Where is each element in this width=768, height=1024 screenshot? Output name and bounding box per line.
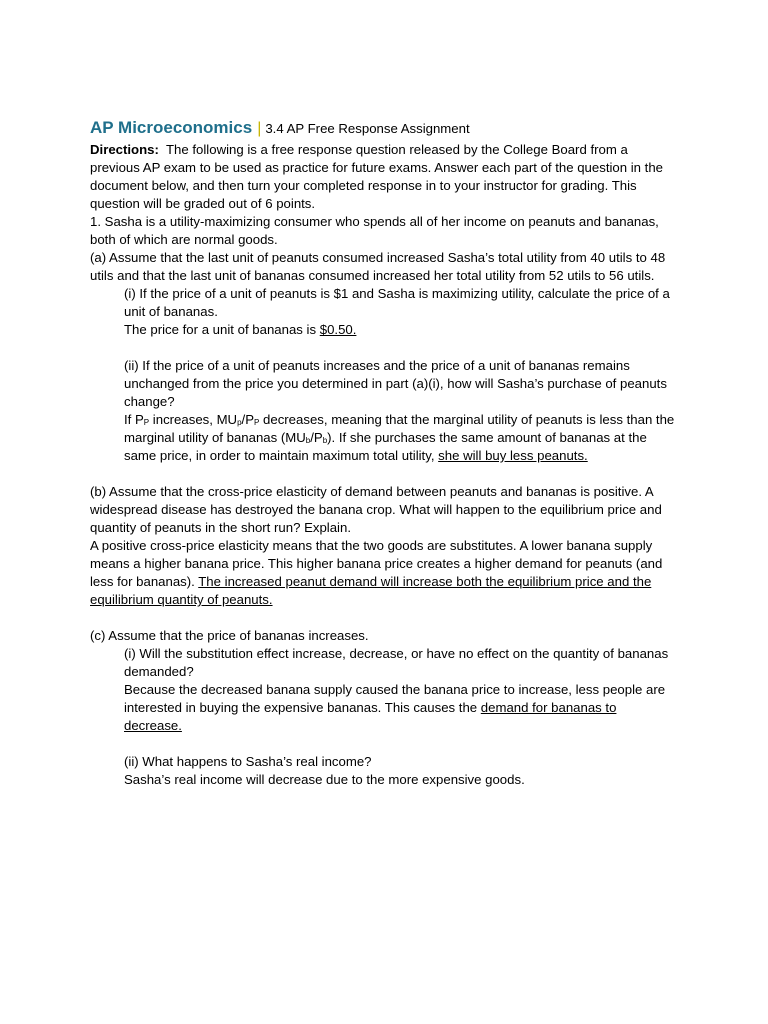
part-a-i-answer-value: $0.50. [319, 322, 357, 337]
directions-label: Directions: [90, 142, 159, 157]
answer-text: If P [124, 412, 144, 427]
spacer [90, 735, 676, 753]
part-a-prompt: (a) Assume that the last unit of peanuts consumed increased Sasha’s total utility from 40 utils to 48 utils and that the last unit of bananas consumed increased her total utility from 52 utils to 56 utils. [90, 250, 666, 283]
part-c-ii-question: (ii) What happens to Sasha’s real income? [124, 754, 372, 769]
spacer [90, 609, 676, 627]
subscript: P [143, 418, 150, 427]
part-a-i-answer-text: The price for a unit of bananas is [124, 322, 320, 337]
part-b-answer-conclusion: The increased peanut demand will increase both the equilibrium price and the equilibrium quantity of peanuts. [90, 574, 652, 607]
part-c-prompt: (c) Assume that the price of bananas increases. [90, 628, 369, 643]
part-b-answer [90, 537, 676, 609]
subscript: b [322, 436, 328, 445]
directions-text: The following is a free response question released by the College Board from a previous AP exam to be used as practice for future exams. Answer each part of the question in the document below, and then turn your completed response in to your instructor for grading. This question will be graded out of 6 points. [90, 142, 664, 211]
subscript: b [305, 436, 311, 445]
part-a-ii-answer [124, 411, 676, 465]
part-c-ii-answer: Sasha’s real income will decrease due to the more expensive goods. [124, 772, 525, 787]
document-body [90, 117, 676, 789]
part-a-ii-answer-conclusion: she will buy less peanuts. [438, 448, 588, 463]
question-intro: 1. Sasha is a utility-maximizing consumer who spends all of her income on peanuts and bananas, both of which are normal goods. [90, 214, 659, 247]
answer-text: /P [241, 412, 255, 427]
directions-paragraph [90, 141, 676, 213]
part-c-i-question: (i) Will the substitution effect increase, decrease, or have no effect on the quantity of bananas demanded? [124, 646, 669, 679]
answer-text: ). If she purchases the same amount of bananas at the same price, in order to maintain maximum total utility, [124, 430, 647, 463]
part-a-i-answer [124, 321, 676, 339]
assignment-title: 3.4 AP Free Response Assignment [265, 121, 470, 136]
part-a-ii-question: (ii) If the price of a unit of peanuts increases and the price of a unit of bananas remains unchanged from the price you determined in part (a)(i), how will Sasha’s purchase of peanuts change? [124, 358, 667, 409]
spacer [90, 339, 676, 357]
part-b-prompt: (b) Assume that the cross-price elasticity of demand between peanuts and bananas is positive. A widespread disease has destroyed the banana crop. What will happen to the equilibrium price and quantity of peanuts in the short run? Explain. [90, 484, 662, 535]
course-title: AP Microeconomics [90, 118, 253, 137]
part-c-i-answer-conclusion: demand for bananas to decrease. [124, 700, 617, 733]
part-a-i-question: (i) If the price of a unit of peanuts is $1 and Sasha is maximizing utility, calculate the price of a unit of bananas. [124, 286, 670, 319]
subscript: p [237, 418, 242, 427]
part-c-i-answer-text: Because the decreased banana supply caused the banana price to increase, less people are interested in buying the expensive bananas. This causes the [124, 682, 666, 715]
answer-text: /P [310, 430, 323, 445]
title-separator: | [257, 120, 262, 137]
answer-text: decreases, meaning that the marginal utility of peanuts is less than the marginal utility of bananas (MU [124, 412, 675, 445]
part-c-i-answer [124, 681, 676, 735]
part-b-answer-text: A positive cross-price elasticity means that the two goods are substitutes. A lower banana supply means a higher banana price. This higher banana price creates a higher demand for peanuts (and less for bananas). [90, 538, 663, 589]
subscript: P [254, 418, 260, 427]
document-header [90, 117, 676, 139]
answer-text: increases, MU [149, 412, 238, 427]
spacer [90, 465, 676, 483]
